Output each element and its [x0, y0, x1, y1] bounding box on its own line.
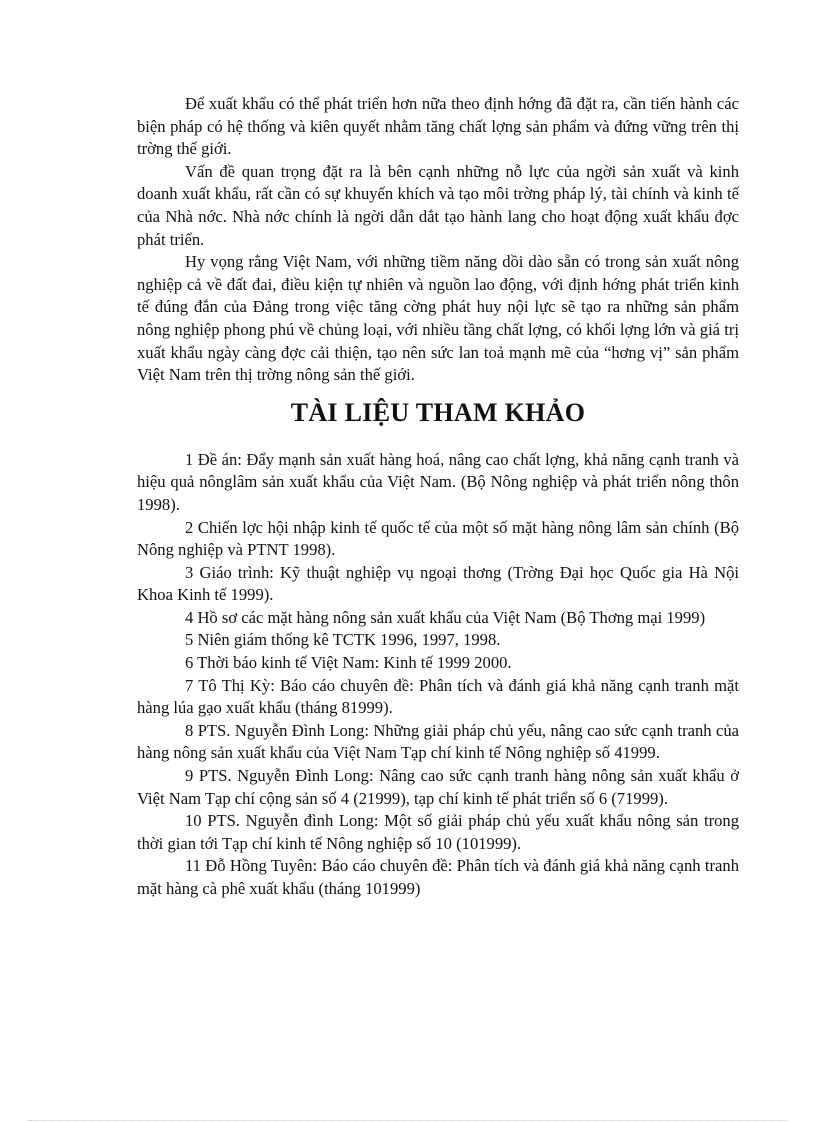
- reference-item: 2 Chiến lợc hội nhập kinh tế quốc tế của một số mặt hàng nông lâm sản chính (Bộ Nông nghiệp và PTNT 1998).: [137, 517, 739, 560]
- paragraph: Vấn đề quan trọng đặt ra là bên cạnh những nỗ lực của ngời sản xuất và kinh doanh xuất khẩu, rất cần có sự khuyến khích và tạo môi trờng pháp lý, tài chính và kinh tế của Nhà nớc. Nhà nớc chính là ngời dẫn dắt tạo hành lang cho hoạt động xuất khẩu đợc phát triển.: [137, 161, 739, 249]
- page-bottom-divider: [28, 1120, 788, 1121]
- reference-item: 3 Giáo trình: Kỹ thuật nghiệp vụ ngoại thơng (Trờng Đại học Quốc gia Hà Nội Khoa Kinh tế 1999).: [137, 562, 739, 605]
- document-body: [137, 93, 739, 901]
- paragraph: Để xuất khẩu có thể phát triển hơn nữa theo định hớng đã đặt ra, cần tiến hành các biện pháp có hệ thống và kiên quyết nhằm tăng chất lợng sản phẩm và đứng vững trên thị trờng thế giới.: [137, 94, 739, 159]
- reference-item: 5 Niên giám thống kê TCTK 1996, 1997, 1998.: [185, 630, 501, 650]
- reference-item: 8 PTS. Nguyễn Đình Long: Những giải pháp chủ yếu, nâng cao sức cạnh tranh của hàng nông sản xuất khẩu của Việt Nam Tạp chí kinh tế Nông nghiệp số 41999.: [137, 720, 739, 763]
- reference-item: 1 Đề án: Đẩy mạnh sản xuất hàng hoá, nâng cao chất lợng, khả năng cạnh tranh và hiệu quả nônglâm sản xuất khẩu của Việt Nam. (Bộ Nông nghiệp và phát triển nông thôn 1998).: [137, 449, 739, 514]
- reference-item: 10 PTS. Nguyễn đình Long: Một số giải pháp chủ yếu xuất khẩu nông sản trong thời gian tới Tạp chí kinh tế Nông nghiệp số 10 (101999).: [137, 811, 739, 853]
- reference-item: 4 Hồ sơ các mặt hàng nông sản xuất khẩu của Việt Nam (Bộ Thơng mại 1999): [185, 607, 706, 627]
- reference-item: 7 Tô Thị Kỳ: Báo cáo chuyên đề: Phân tích và đánh giá khả năng cạnh tranh mặt hàng lúa gạo xuất khẩu (tháng 81999).: [137, 675, 739, 718]
- reference-item: 9 PTS. Nguyễn Đình Long: Nâng cao sức cạnh tranh hàng nông sản xuất khẩu ở Việt Nam Tạp chí cộng sản số 4 (21999), tạp chí kinh tế phát triển số 6 (71999).: [137, 766, 739, 808]
- references-list: [137, 449, 739, 901]
- reference-item: 11 Đỗ Hồng Tuyên: Báo cáo chuyên đề: Phân tích và đánh giá khả năng cạnh tranh mặt hàng cà phê xuất khẩu (tháng 101999): [137, 856, 739, 898]
- reference-item: 6 Thời báo kinh tế Việt Nam: Kinh tế 1999 2000.: [185, 653, 512, 673]
- paragraph: Hy vọng rằng Việt Nam, với những tiềm năng dồi dào sẵn có trong sản xuất nông nghiệp cả về đất đai, điều kiện tự nhiên và nguồn lao động, với định hớng phát triển kinh tế đúng đắn của Đảng trong việc tăng cờng phát huy nội lực sẽ tạo ra những sản phẩm nông nghiệp phong phú về chủng loại, với nhiều tầng chất lợng, có khối lợng lớn và giá trị xuất khẩu ngày càng đợc cải thiện, tạo nên sức lan toả mạnh mẽ của “hơng vị” sản phẩm Việt Nam trên thị trờng nông sản thế giới.: [137, 252, 739, 385]
- references-title: TÀI LIỆU THAM KHẢO: [290, 397, 586, 427]
